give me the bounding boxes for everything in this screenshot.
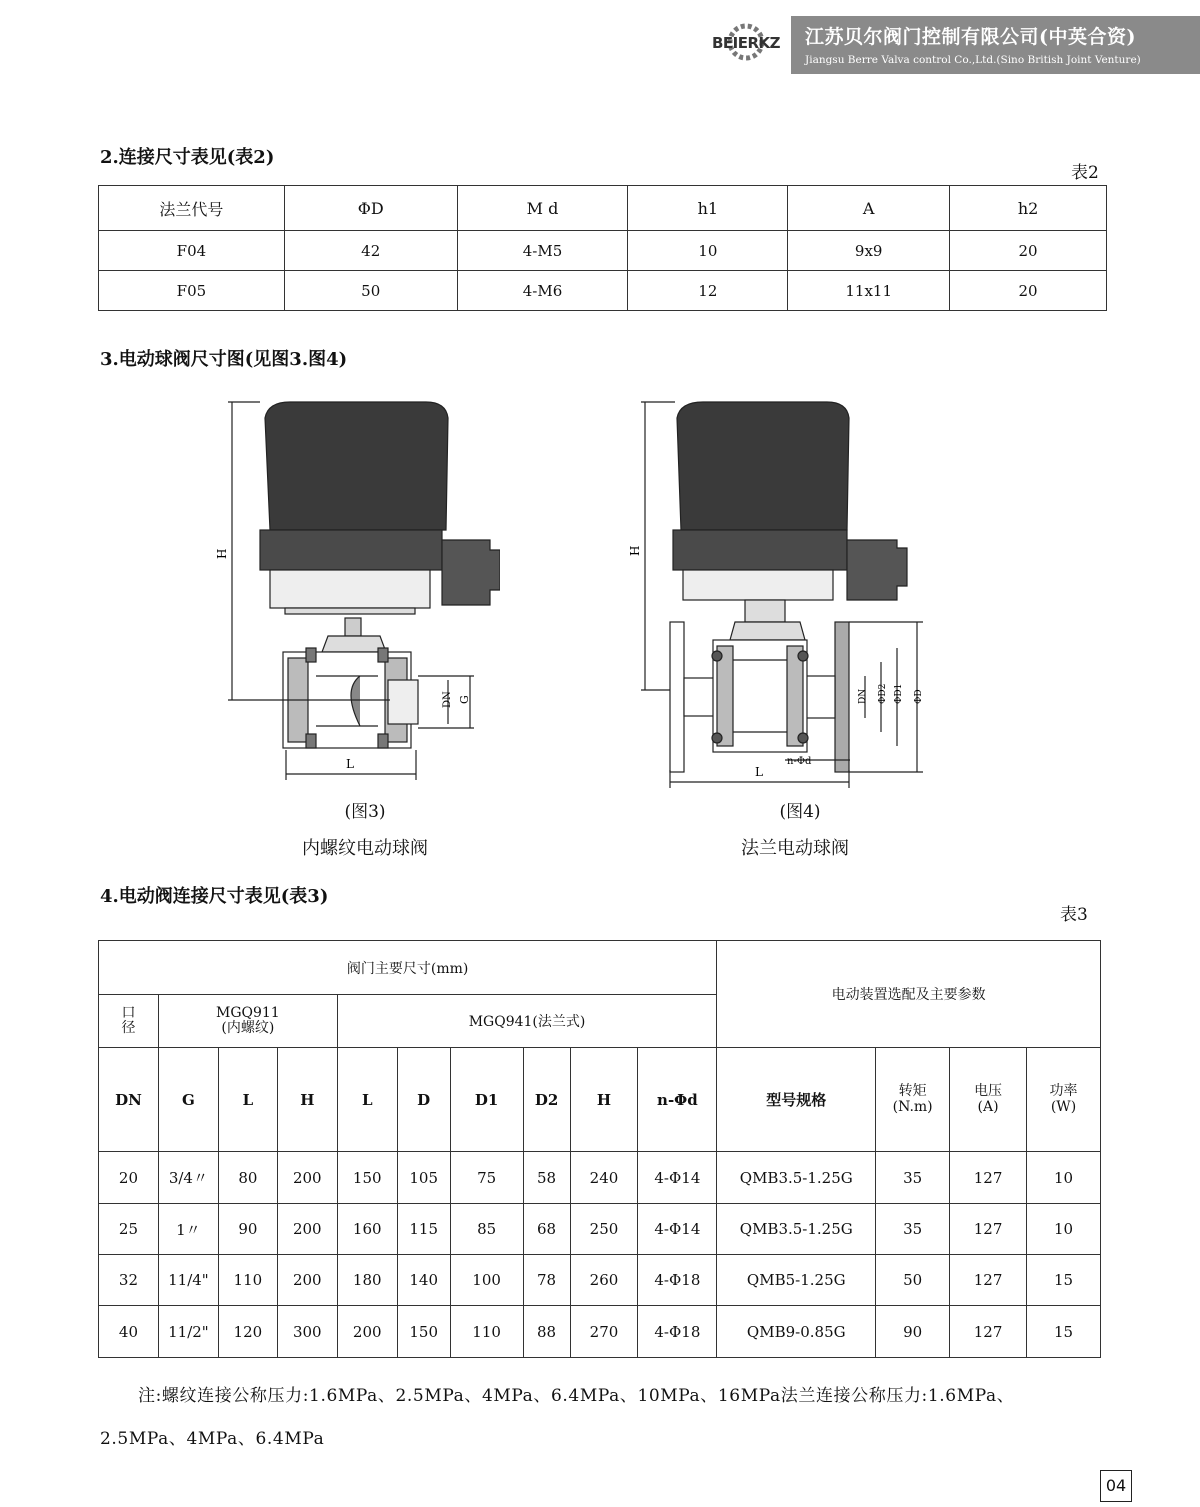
company-name-cn: 江苏贝尔阀门控制有限公司(中英合资) [805, 26, 1136, 48]
cell: 15 [1027, 1306, 1101, 1358]
cell: 140 [397, 1255, 450, 1306]
cell: 10 [628, 231, 788, 271]
mgq941-group: MGQ941(法兰式) [337, 995, 717, 1048]
cell: 200 [337, 1306, 397, 1358]
cell: 150 [337, 1152, 397, 1204]
table-row [99, 231, 1107, 271]
col-header: 型号规格 [717, 1048, 876, 1152]
col-header: n-Φd [638, 1048, 717, 1152]
cell: 58 [523, 1152, 570, 1204]
table2-caption: 表2 [1071, 163, 1099, 183]
cell: 4-Φ18 [638, 1306, 717, 1358]
group-valve-dimensions: 阀门主要尺寸(mm) [99, 941, 717, 995]
page-number: 04 [1100, 1470, 1132, 1502]
dim-label-G: G [458, 695, 471, 704]
figure4-flanged-valve-drawing [625, 390, 935, 790]
cell: 40 [99, 1306, 159, 1358]
dim-label-H: H [628, 545, 642, 556]
cell: 200 [277, 1204, 337, 1255]
cell: 100 [450, 1255, 523, 1306]
col-header: L [218, 1048, 277, 1152]
col-header: H [570, 1048, 638, 1152]
cell: 20 [950, 231, 1107, 271]
header-cell: h1 [628, 186, 788, 231]
fig4-number: (图4) [779, 802, 821, 822]
col-header: D [397, 1048, 450, 1152]
cell: QMB9-0.85G [717, 1306, 876, 1358]
cell: 127 [950, 1152, 1027, 1204]
cell: 80 [218, 1152, 277, 1204]
cell: 35 [876, 1152, 950, 1204]
cell: 68 [523, 1204, 570, 1255]
cell: 25 [99, 1204, 159, 1255]
note-line1: 注:螺纹连接公称压力:1.6MPa、2.5MPa、4MPa、6.4MPa、10MPa、16MPa法兰连接公称压力:1.6MPa、 [138, 1386, 1015, 1406]
cell: 11/4" [158, 1255, 218, 1306]
cell: 4-Φ18 [638, 1255, 717, 1306]
cell: 260 [570, 1255, 638, 1306]
cell: 180 [337, 1255, 397, 1306]
dn-group-label: 口 径 [99, 995, 159, 1048]
cell: 200 [277, 1255, 337, 1306]
dim-label-D2: ΦD2 [878, 683, 888, 704]
cell: 50 [284, 271, 457, 311]
col-header: DN [99, 1048, 159, 1152]
header-cell: A [788, 186, 950, 231]
fig3-name: 内螺纹电动球阀 [302, 838, 428, 859]
dim-label-nd: n-Φd [787, 756, 812, 767]
col-header: G [158, 1048, 218, 1152]
cell: 20 [950, 271, 1107, 311]
cell: 105 [397, 1152, 450, 1204]
cell: 3/4〃 [158, 1152, 218, 1204]
group-actuator-params: 电动装置选配及主要参数 [717, 941, 1101, 1048]
cell: 10 [1027, 1152, 1101, 1204]
cell: 200 [277, 1152, 337, 1204]
cell: 11x11 [788, 271, 950, 311]
cell: 1〃 [158, 1204, 218, 1255]
cell: 110 [218, 1255, 277, 1306]
cell: 35 [876, 1204, 950, 1255]
dim-label-L: L [755, 765, 763, 779]
cell: 115 [397, 1204, 450, 1255]
cell: 75 [450, 1152, 523, 1204]
cell: 127 [950, 1204, 1027, 1255]
cell: 85 [450, 1204, 523, 1255]
table-row [99, 1255, 1101, 1306]
table-row [99, 271, 1107, 311]
figure3-threaded-valve-drawing [210, 390, 500, 790]
cell: 90 [218, 1204, 277, 1255]
dim-label-DN: DN [442, 691, 453, 708]
table-header-row [99, 186, 1107, 231]
cell: F04 [99, 231, 285, 271]
section2-title: 2.连接尺寸表见(表2) [100, 147, 275, 168]
cell: QMB3.5-1.25G [717, 1204, 876, 1255]
cell: 32 [99, 1255, 159, 1306]
cell: 150 [397, 1306, 450, 1358]
table2 [98, 185, 1107, 311]
table-header-row [99, 1048, 1101, 1152]
cell: 4-Φ14 [638, 1204, 717, 1255]
fig3-number: (图3) [344, 802, 386, 822]
header-cell: M d [457, 186, 628, 231]
section3-title: 3.电动球阀尺寸图(见图3.图4) [100, 349, 348, 370]
dim-label-L: L [346, 757, 354, 771]
fig4-name: 法兰电动球阀 [741, 838, 849, 859]
table-row [99, 1204, 1101, 1255]
dim-label-DN: DN [858, 688, 868, 704]
cell: 300 [277, 1306, 337, 1358]
mgq911-group: MGQ911 (内螺纹) [158, 995, 337, 1048]
header-cell: h2 [950, 186, 1107, 231]
col-header: 电压 (A) [950, 1048, 1027, 1152]
section4-title: 4.电动阀连接尺寸表见(表3) [100, 886, 329, 907]
cell: 90 [876, 1306, 950, 1358]
col-header: L [337, 1048, 397, 1152]
table-group-row [99, 941, 1101, 995]
col-header: 功率 (W) [1027, 1048, 1101, 1152]
cell: F05 [99, 271, 285, 311]
table3 [98, 940, 1101, 1358]
cell: 11/2" [158, 1306, 218, 1358]
cell: 240 [570, 1152, 638, 1204]
cell: 50 [876, 1255, 950, 1306]
cell: 160 [337, 1204, 397, 1255]
cell: QMB3.5-1.25G [717, 1152, 876, 1204]
dim-label-H: H [215, 548, 229, 559]
cell: 15 [1027, 1255, 1101, 1306]
table-row [99, 1306, 1101, 1358]
cell: 127 [950, 1306, 1027, 1358]
cell: 78 [523, 1255, 570, 1306]
company-name-en: Jiangsu Berre Valva control Co.,Ltd.(Sino British Joint Venture) [805, 54, 1141, 66]
dim-label-D: ΦD [914, 689, 924, 704]
cell: 4-Φ14 [638, 1152, 717, 1204]
table-row [99, 1152, 1101, 1204]
note-line2: 2.5MPa、4MPa、6.4MPa [100, 1429, 325, 1449]
col-header: 转矩 (N.m) [876, 1048, 950, 1152]
cell: 127 [950, 1255, 1027, 1306]
cell: 12 [628, 271, 788, 311]
cell: 9x9 [788, 231, 950, 271]
cell: 42 [284, 231, 457, 271]
header-cell: ΦD [284, 186, 457, 231]
col-header: H [277, 1048, 337, 1152]
header-cell: 法兰代号 [99, 186, 285, 231]
logo-text: BEIERKZ [712, 34, 781, 52]
cell: 120 [218, 1306, 277, 1358]
cell: 250 [570, 1204, 638, 1255]
cell: 270 [570, 1306, 638, 1358]
dim-label-D1: ΦD1 [894, 683, 904, 704]
cell: 10 [1027, 1204, 1101, 1255]
table3-caption: 表3 [1060, 905, 1088, 925]
cell: 4-M5 [457, 231, 628, 271]
cell: 110 [450, 1306, 523, 1358]
col-header: D2 [523, 1048, 570, 1152]
cell: 20 [99, 1152, 159, 1204]
col-header: D1 [450, 1048, 523, 1152]
cell: 88 [523, 1306, 570, 1358]
cell: QMB5-1.25G [717, 1255, 876, 1306]
cell: 4-M6 [457, 271, 628, 311]
